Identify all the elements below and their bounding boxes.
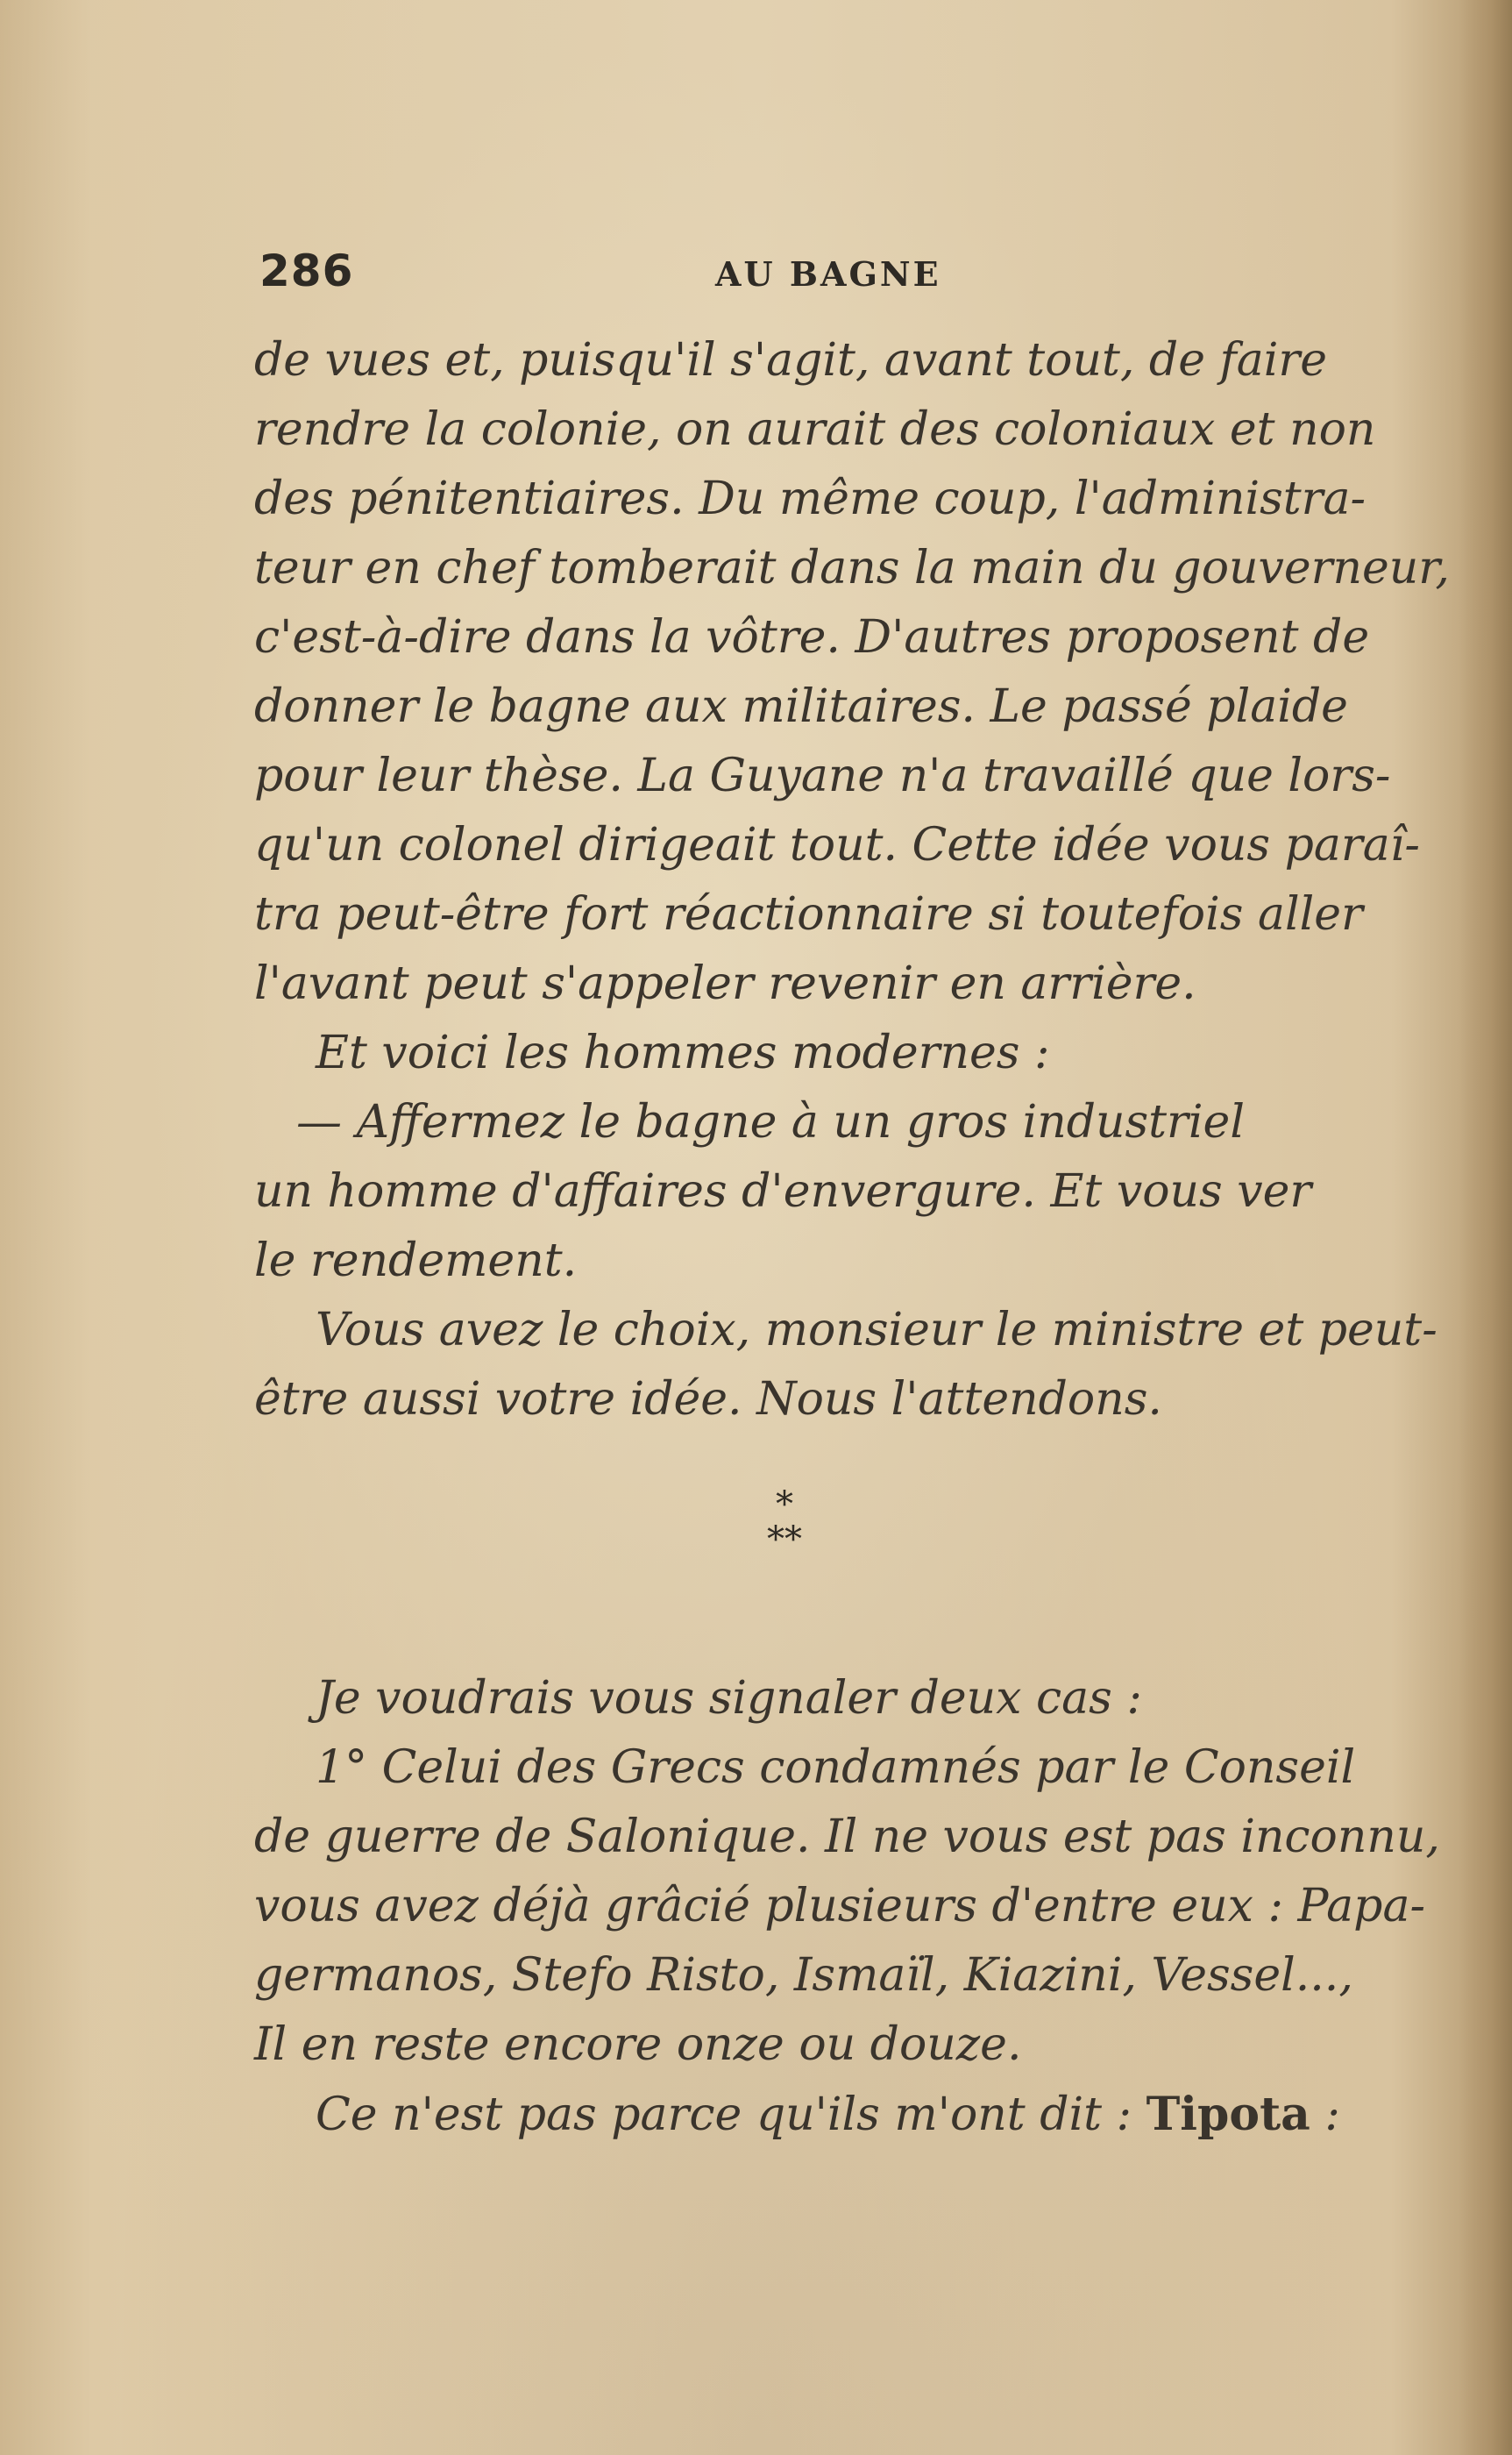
- text-line: c'est-à-dire dans la vôtre. D'autres proposent de: [254, 611, 1370, 664]
- text-line: être aussi votre idée. Nous l'attendons.: [254, 1373, 1162, 1426]
- text-line: Vous avez le choix, monsieur le ministre et peut-: [316, 1304, 1437, 1356]
- text-line: de guerre de Salonique. Il ne vous est pas inconnu,: [254, 1811, 1440, 1863]
- ornament-top: *: [776, 1484, 793, 1525]
- quoted-word: Tipota: [1146, 2088, 1310, 2141]
- page-edge-shadow: [1459, 0, 1512, 2455]
- text-line: rendre la colonie, on aurait des coloniaux et non: [254, 403, 1376, 456]
- text-line: 1° Celui des Grecs condamnés par le Conseil: [316, 1741, 1356, 1794]
- body-text: [254, 326, 1450, 2150]
- text-line: des pénitentiaires. Du même coup, l'administra-: [254, 473, 1366, 525]
- page-header: [259, 246, 1399, 316]
- text-line: qu'un colonel dirigeait tout. Cette idée vous paraî-: [254, 819, 1420, 872]
- text-line: le rendement.: [254, 1235, 578, 1287]
- text-line: Et voici les hommes modernes :: [316, 1027, 1050, 1079]
- text-line: tra peut-être fort réactionnaire si toutefois aller: [254, 888, 1363, 941]
- text-line: l'avant peut s'appeler revenir en arrière.: [254, 957, 1196, 1010]
- text-line: — Affermez le bagne à un gros industriel: [296, 1096, 1245, 1149]
- text-line: donner le bagne aux militaires. Le passé plaide: [254, 680, 1348, 733]
- text-line: [254, 2080, 1402, 2150]
- text-line: un homme d'affaires d'envergure. Et vous ver: [254, 1165, 1312, 1218]
- text-line: de vues et, puisqu'il s'agit, avant tout, de faire: [254, 334, 1328, 387]
- text-segment: Ce n'est pas parce qu'ils m'ont dit :: [316, 2089, 1146, 2141]
- text-line: Il en reste encore onze ou douze.: [254, 2018, 1022, 2071]
- text-line: Je voudrais vous signaler deux cas :: [316, 1672, 1142, 1725]
- text-line: germanos, Stefo Risto, Ismaïl, Kiazini, Vessel...,: [254, 1949, 1353, 2002]
- running-head: AU BAGNE: [715, 254, 941, 294]
- text-line: teur en chef tomberait dans la main du gouverneur,: [254, 542, 1450, 594]
- text-segment: :: [1310, 2089, 1340, 2141]
- text-line: vous avez déjà grâcié plusieurs d'entre eux : Papa-: [254, 1880, 1426, 1932]
- ornament-bottom: **: [767, 1519, 802, 1560]
- section-ornament: [167, 1484, 1402, 1560]
- text-line: pour leur thèse. La Guyane n'a travaillé que lors-: [254, 750, 1391, 802]
- page-number: 286: [259, 246, 354, 296]
